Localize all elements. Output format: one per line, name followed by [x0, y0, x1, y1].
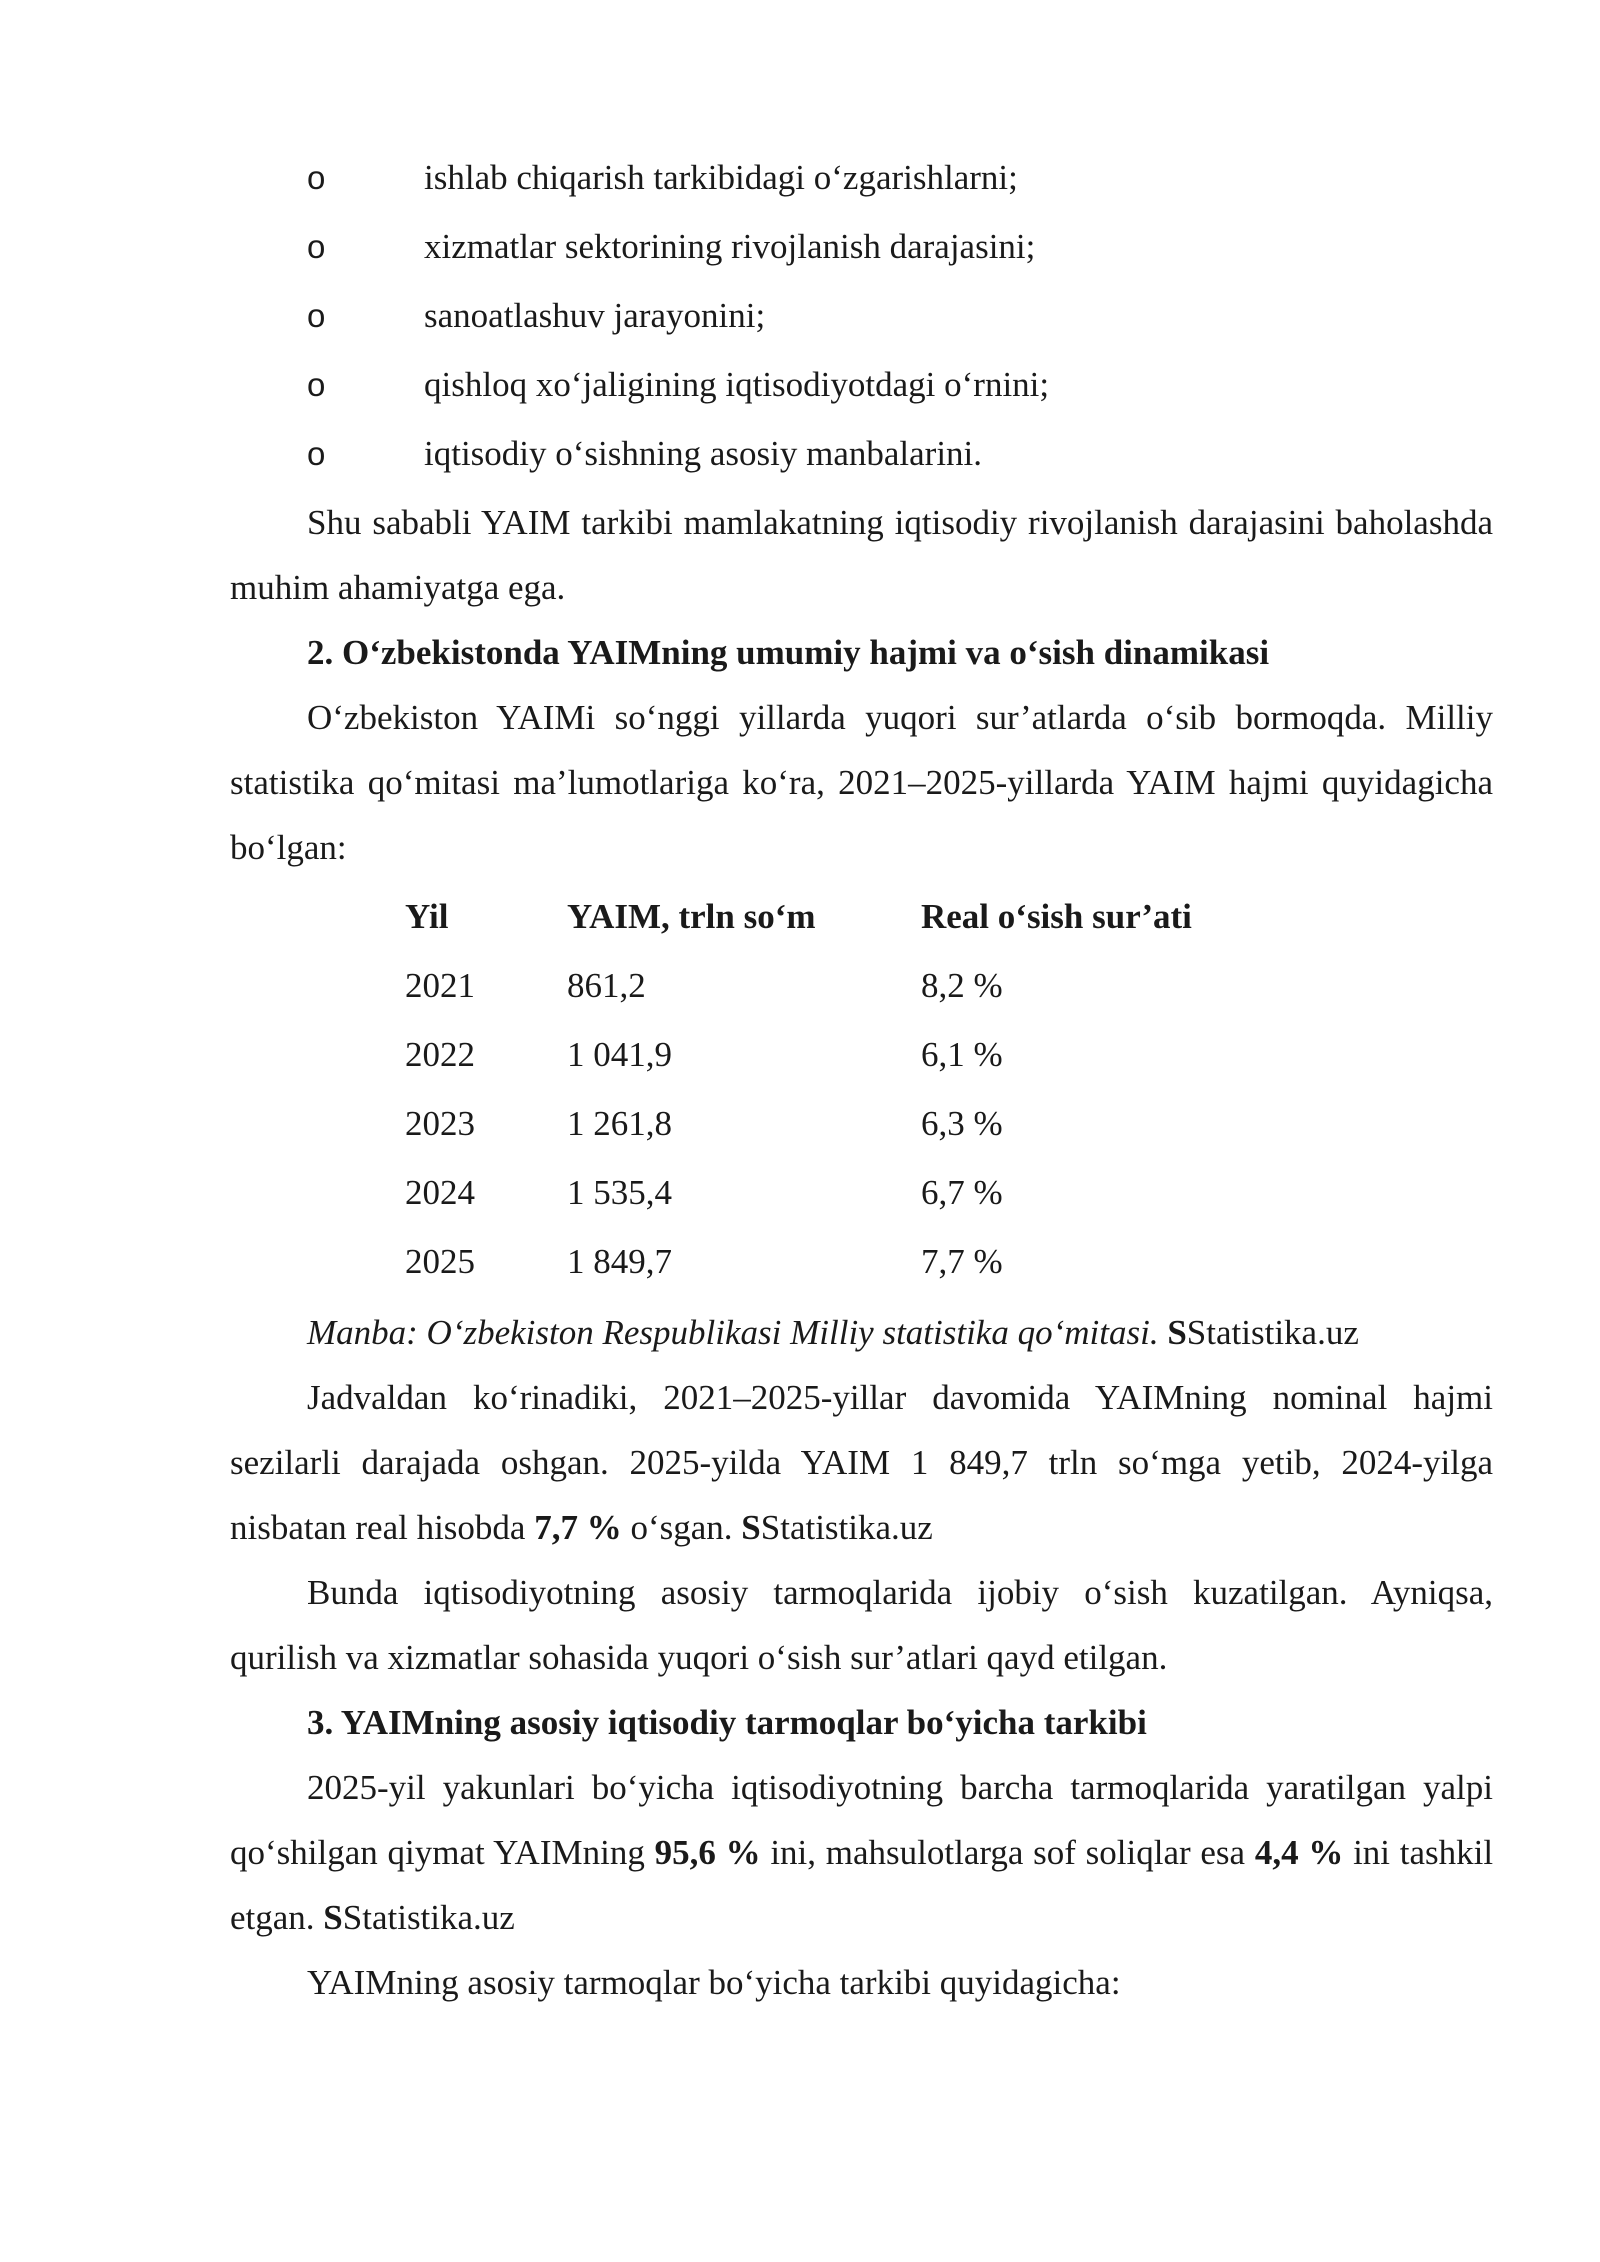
list-item-text: iqtisodiy o‘sishning asosiy manbalarini.: [424, 434, 983, 473]
bullet-marker: o: [307, 297, 326, 334]
cell-growth: 7,7 %: [921, 1242, 1003, 1281]
cell-growth: 6,1 %: [921, 1035, 1003, 1074]
paragraph-structure-intro: YAIMning asosiy tarmoqlar bo‘yicha tarkibi quyidagicha:: [307, 1963, 1121, 2002]
paragraph-text: o‘sgan.: [630, 1508, 733, 1547]
cell-gdp: 861,2: [567, 966, 646, 1005]
table-row: [405, 1020, 1341, 1089]
column-header-year: Yil: [405, 897, 449, 936]
cell-growth: 6,7 %: [921, 1173, 1003, 1212]
list-item: [230, 214, 1493, 283]
source-site-name: Statistika.uz: [760, 1508, 933, 1547]
cell-year: 2024: [405, 1173, 475, 1212]
paragraph-intro: Shu sababli YAIM tarkibi mamlakatning iqtisodiy rivojlanish darajasini baholashda muhim ahamiyatga ega.: [230, 503, 1493, 607]
bullet-marker: o: [307, 228, 326, 265]
cell-gdp: 1 261,8: [567, 1104, 672, 1143]
cell-growth: 8,2 %: [921, 966, 1003, 1005]
highlight-value: 7,7 %: [534, 1508, 622, 1547]
table-header-row: [405, 882, 1341, 951]
table-row: [405, 1227, 1341, 1296]
table-row: [405, 1089, 1341, 1158]
section-heading-3: 3. YAIMning asosiy iqtisodiy tarmoqlar bo‘yicha tarkibi: [307, 1703, 1147, 1742]
paragraph-text: 2025-yil yakunlari bo‘yicha iqtisodiyotning barcha tarmoqlarida yaratilgan yalpi qo‘shilgan qiymat YAIMning: [230, 1768, 1493, 1872]
source-site-name: Statistika.uz: [342, 1898, 515, 1937]
bullet-marker: o: [307, 435, 326, 472]
paragraph-text: ini, mahsulotlarga sof soliqlar esa: [770, 1833, 1246, 1872]
bullet-marker: o: [307, 366, 326, 403]
cell-gdp: 1 849,7: [567, 1242, 672, 1281]
list-item: [230, 352, 1493, 421]
paragraph-text: ini tashkil etgan.: [230, 1833, 1494, 1937]
list-item: [230, 283, 1493, 352]
bullet-marker: o: [307, 159, 326, 196]
cell-gdp: 1 535,4: [567, 1173, 672, 1212]
document-page: [230, 145, 1493, 2015]
column-header-gdp: YAIM, trln so‘m: [567, 897, 816, 936]
cell-growth: 6,3 %: [921, 1104, 1003, 1143]
table-row: [405, 951, 1341, 1020]
bullet-list: [230, 145, 1493, 490]
source-site-prefix: S: [1167, 1313, 1187, 1352]
highlight-value: 4,4 %: [1254, 1833, 1344, 1872]
cell-year: 2023: [405, 1104, 475, 1143]
table-row: [405, 1158, 1341, 1227]
highlight-value: 95,6 %: [654, 1833, 761, 1872]
list-item: [230, 421, 1493, 490]
paragraph-text: Jadvaldan ko‘rinadiki, 2021–2025-yillar davomida YAIMning nominal hajmi sezilarli darajada oshgan. 2025-yilda YAIM 1 849,7 trln so‘mga yetib, 2024-yilga nisbatan real hisobda: [230, 1378, 1493, 1547]
list-item-text: xizmatlar sektorining rivojlanish darajasini;: [424, 227, 1036, 266]
list-item: [230, 145, 1493, 214]
column-header-growth: Real o‘sish sur’ati: [921, 897, 1192, 936]
table-source-note: [230, 1300, 1493, 1365]
source-site-prefix: S: [741, 1508, 761, 1547]
source-text: Manba: O‘zbekiston Respublikasi Milliy statistika qo‘mitasi.: [307, 1313, 1159, 1352]
source-site-name: Statistika.uz: [1186, 1313, 1359, 1352]
cell-year: 2025: [405, 1242, 475, 1281]
list-item-text: qishloq xo‘jaligining iqtisodiyotdagi o‘rnini;: [424, 365, 1050, 404]
cell-year: 2022: [405, 1035, 475, 1074]
cell-year: 2021: [405, 966, 475, 1005]
paragraph-value-added: [230, 1755, 1493, 1950]
paragraph-sector-growth: Bunda iqtisodiyotning asosiy tarmoqlarida ijobiy o‘sish kuzatilgan. Ayniqsa, qurilish va xizmatlar sohasida yuqori o‘sish sur’atlari qayd etilgan.: [230, 1573, 1493, 1677]
list-item-text: sanoatlashuv jarayonini;: [424, 296, 766, 335]
source-site: [1167, 1313, 1359, 1352]
source-site-prefix: S: [323, 1898, 343, 1937]
paragraph-gdp-intro: O‘zbekiston YAIMi so‘nggi yillarda yuqori sur’atlarda o‘sib bormoqda. Milliy statistika qo‘mitasi ma’lumotlariga ko‘ra, 2021–2025-yillarda YAIM hajmi quyidagicha bo‘lgan:: [230, 698, 1493, 867]
paragraph-table-analysis: [230, 1365, 1493, 1560]
list-item-text: ishlab chiqarish tarkibidagi o‘zgarishlarni;: [424, 158, 1018, 197]
section-heading-2: 2. O‘zbekistonda YAIMning umumiy hajmi va o‘sish dinamikasi: [307, 633, 1270, 672]
cell-gdp: 1 041,9: [567, 1035, 672, 1074]
gdp-table: [405, 882, 1341, 1296]
